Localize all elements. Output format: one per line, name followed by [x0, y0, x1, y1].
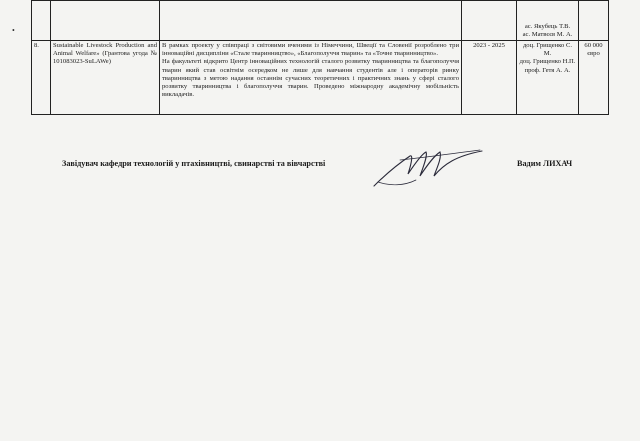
cell-description [160, 41, 462, 115]
cell-desc-prev [160, 1, 462, 41]
head-of-department-title: Завідувач кафедри технологій у птахівництві, свинарстві та вівчарстві [62, 159, 326, 168]
cell-name-prev [51, 1, 160, 41]
cell-num-prev [32, 1, 51, 41]
projects-table [31, 0, 609, 115]
staff-1: доц. Грищенко С. М. [522, 42, 573, 58]
cell-period-prev [462, 1, 517, 41]
staff-3: проф. Гетя А. А. [524, 66, 571, 74]
staff-prev-2: ас. Матвєєв М. А. [522, 30, 573, 38]
table-row [32, 41, 609, 115]
signatory-name: Вадим ЛИХАЧ [517, 159, 573, 168]
cell-staff-prev [517, 1, 579, 41]
cell-staff [517, 41, 579, 115]
description-p1: В рамках проекту у співпраці з світовими вченими із Німеччини, Швеції та Словенії розроблено три інноваційні дисципліни «Стале тваринництво», «Благополуччя тварин» та «Точне тваринництво». [162, 42, 459, 58]
cell-amount-prev [579, 1, 609, 41]
cell-period: 2023 - 2025 [462, 41, 517, 115]
staff-prev-1: ас. Якубець Т.В. [524, 22, 571, 30]
table-row-previous [32, 1, 609, 41]
description-p2: На факультеті відкрито Центр інноваційних технологій сталого розвитку тваринництва та благополуччя тварин який став освітнім осередком не лише для навчання студентів але і операторів ринку тваринництва з метою надання останнім сучасних теоретичних і практичних знань у сфері сталого розвитку тваринництва і благополуччя тварин. Проведено міжнародну академічну мобільність викладачів. [162, 58, 459, 99]
cell-amount: 60 000 євро [579, 41, 609, 115]
cell-num: 8. [32, 41, 51, 115]
cell-project-name: Sustainable Livestock Production and Animal Welfare» (Грантова угода № 101083023-SuLAWe) [51, 41, 160, 115]
staff-2: доц. Грищенко Н.П. [519, 58, 576, 66]
bullet-marker: • [12, 26, 15, 35]
handwritten-signature [370, 146, 485, 191]
